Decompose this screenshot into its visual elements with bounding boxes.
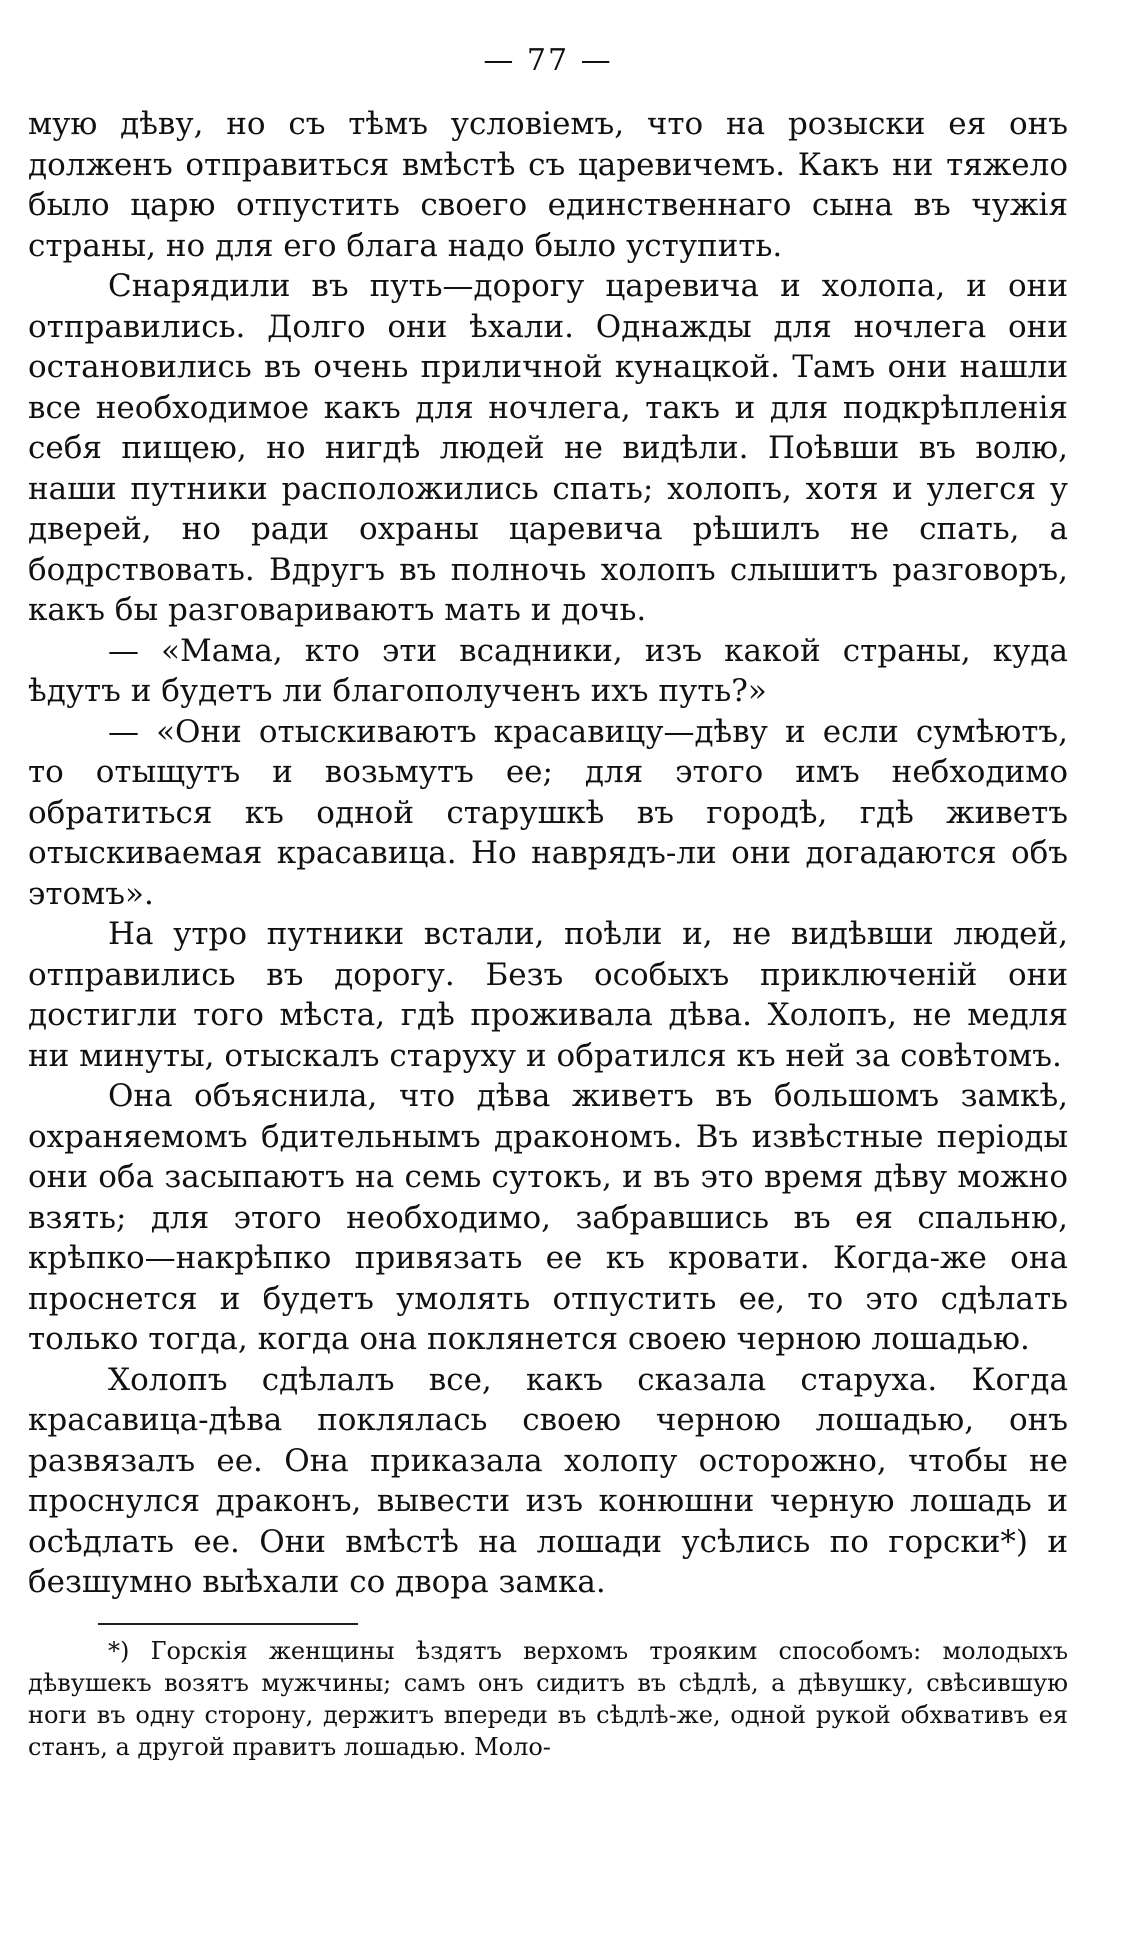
dialogue-line: — «Они отыскиваютъ красавицу—дѣву и если сумѣютъ, то отыщутъ и возьмутъ ее; для этого имъ небходимо обратиться къ одной старушкѣ въ городѣ, гдѣ живетъ отыскиваемая красавица. Но наврядъ-ли они догадаются объ этомъ».	[28, 713, 1068, 912]
paragraph: Снарядили въ путь—дорогу царевича и холопа, и они отправились. Долго они ѣхали. Однажды для ночлега они остановились въ очень приличной кунацкой. Тамъ они нашли все необходимое какъ для ночлега, такъ и для подкрѣпленія себя пищею, но нигдѣ людей не видѣли. Поѣвши въ волю, наши путники расположились спать; холопъ, хотя и улегся у дверей, но ради охраны царевича рѣшилъ не спать, а бодрствовать. Вдругъ въ полночь холопъ слышитъ разговоръ, какъ бы разговариваютъ мать и дочь.	[28, 268, 1068, 628]
book-page	[28, 40, 1068, 1763]
footnote-divider	[98, 1623, 358, 1625]
paragraph-continuation: мую дѣву, но съ тѣмъ условіемъ, что на розыски ея онъ долженъ отправиться вмѣстѣ съ царевичемъ. Какъ ни тяжело было царю отпустить своего единственнаго сына въ чужія страны, но для его блага надо было уступить.	[28, 106, 1068, 264]
page-number: — 77 —	[483, 43, 613, 78]
dialogue-line: — «Мама, кто эти всадники, изъ какой страны, куда ѣдутъ и будетъ ли благополученъ ихъ путь?»	[28, 632, 1068, 709]
paragraph: Холопъ сдѣлалъ все, какъ сказала старуха. Когда красавица-дѣва поклялась своею черною лошадью, онъ развязалъ ее. Она приказала холопу осторожно, чтобы не проснулся драконъ, вывести изъ конюшни черную лошадь и осѣдлать ее. Они вмѣстѣ на лошади усѣлись по горски*) и безшумно выѣхали со двора замка.	[28, 1361, 1068, 1600]
paragraph: Она объяснила, что дѣва живетъ въ большомъ замкѣ, охраняемомъ бдительнымъ дракономъ. Въ извѣстные періоды они оба засыпаютъ на семь сутокъ, и въ это время дѣву можно взять; для этого необходимо, забравшись въ ея спальню, крѣпко—накрѣпко привязать ее къ кровати. Когда-же она проснется и будетъ умолять отпустить ее, то это сдѣлать только тогда, когда она поклянется своею черною лошадью.	[28, 1078, 1068, 1357]
paragraph: На утро путники встали, поѣли и, не видѣвши людей, отправились въ дорогу. Безъ особыхъ приключеній они достигли того мѣста, гдѣ проживала дѣва. Холопъ, не медля ни минуты, отыскалъ старуху и обратился къ ней за совѣтомъ.	[28, 916, 1068, 1074]
footnote: *) Горскія женщины ѣздятъ верхомъ трояким способомъ: молодыхъ дѣвушекъ возятъ мужчины; самъ онъ сидитъ въ сѣдлѣ, а дѣвушку, свѣсившую ноги въ одну сторону, держитъ впереди въ сѣдлѣ-же, одной рукой обхвативъ ея станъ, а другой правитъ лошадью. Моло-	[28, 1636, 1068, 1761]
body-text	[28, 104, 1068, 1603]
